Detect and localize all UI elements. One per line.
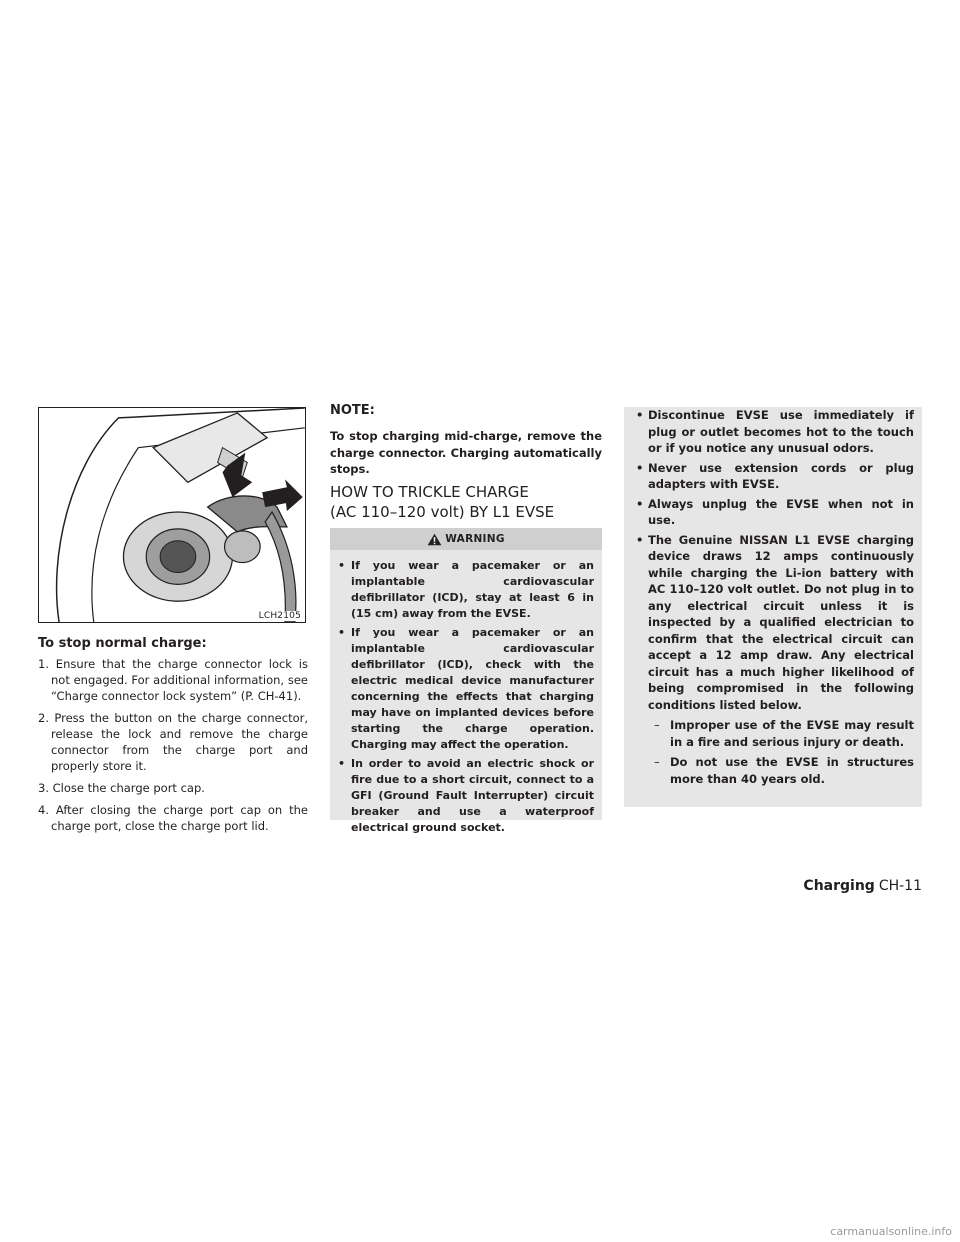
warning-item-text: In order to avoid an electric shock or fire due to a short circuit, connect to a GFI (Ground Fault Interrupter) circuit breaker and use a waterproof electrical ground socket.: [351, 757, 594, 834]
page-footer: [803, 878, 922, 894]
warning-sublist: [648, 717, 914, 787]
charge-port-drawing: [39, 408, 305, 622]
warning-item: • Never use extension cords or plug adapters with EVSE.: [636, 460, 914, 491]
step-item: 3. Close the charge port cap.: [38, 781, 205, 795]
stop-charge-heading: To stop normal charge:: [38, 636, 207, 651]
footer-section: Charging: [803, 878, 875, 894]
warning-item-text: The Genuine NISSAN L1 EVSE charging device draws 12 amps continuously while charging the Li-ion battery with AC 110–120 volt outlet. Do not plug in to any electrical circuit unless it is inspected by a qualified electrician to confirm that the electrical circuit can accept a 12 amp draw. Any electrical circuit has a much higher likelihood of being compromised in the following conditions listed below.: [648, 532, 914, 712]
warning-item: • Discontinue EVSE use immediately if plug or outlet becomes hot to the touch or if you notice any unusual odors.: [636, 408, 914, 455]
note-text: To stop charging mid-charge, remove the charge connector. Charging automatically stops.: [330, 429, 602, 476]
warning-subitem: – Do not use the EVSE in structures more than 40 years old.: [654, 755, 914, 786]
charge-port-illustration: [38, 407, 306, 623]
warning-item-text: If you wear a pacemaker or an implantable cardiovascular defibrillator (ICD), stay at least 6 in (15 cm) away from the EVSE.: [351, 559, 594, 620]
warning-list-continued: [624, 407, 922, 787]
warning-subitem-text: Do not use the EVSE in structures more than 40 years old.: [670, 755, 914, 786]
warning-header: [330, 528, 602, 550]
warning-subitem-text: Improper use of the EVSE may result in a fire and serious injury or death.: [670, 718, 914, 749]
warning-item-text: Always unplug the EVSE when not in use.: [648, 496, 914, 527]
warning-item: • If you wear a pacemaker or an implantable cardiovascular defibrillator (ICD), check with the electric medical device manufacturer concerning the effects that charging may have on implanted devices before starting the charge operation. Charging may affect the operation.: [338, 626, 594, 751]
note-heading: NOTE:: [330, 403, 375, 418]
section-title-line1: HOW TO TRICKLE CHARGE: [330, 483, 529, 501]
warning-item: • The Genuine NISSAN L1 EVSE charging device draws 12 amps continuously while charging the Li-ion battery with AC 110–120 volt outlet. Do not plug in to any electrical circuit unless it is inspected by a qualified electrician to confirm that the electrical circuit can accept a 12 amp draw. Any electrical circuit has a much higher likelihood of being compromised in the following conditions listed below. – Improper use of the EVSE may result in a fire and serious injury or death. – Do not use the EVSE in structures more than 40 years old.: [636, 532, 914, 786]
warning-label: WARNING: [445, 533, 505, 545]
section-title: [330, 482, 602, 522]
warning-box-continued: [624, 407, 922, 807]
warning-item-text: Never use extension cords or plug adapters with EVSE.: [648, 460, 914, 491]
page-number: CH-11: [878, 878, 922, 894]
stop-charge-steps: [38, 656, 308, 840]
figure-code: LCH2105: [258, 611, 301, 621]
warning-item-text: Discontinue EVSE use immediately if plug or outlet becomes hot to the touch or if you notice any unusual odors.: [648, 408, 914, 455]
warning-item-text: If you wear a pacemaker or an implantable cardiovascular defibrillator (ICD), check with the electric medical device manufacturer concerning the effects that charging may have on implanted devices before starting the charge operation. Charging may affect the operation.: [351, 626, 594, 751]
warning-box: [330, 528, 602, 834]
watermark: carmanualsonline.info: [830, 1225, 952, 1238]
section-title-line2: (AC 110–120 volt) BY L1 EVSE: [330, 503, 555, 521]
warning-subitem: – Improper use of the EVSE may result in a fire and serious injury or death.: [654, 718, 914, 749]
warning-item: • In order to avoid an electric shock or fire due to a short circuit, connect to a GFI (Ground Fault Interrupter) circuit breaker and use a waterproof electrical ground socket.: [338, 757, 594, 834]
warning-item: • Always unplug the EVSE when not in use.: [636, 496, 914, 527]
warning-list: [330, 550, 602, 836]
warning-item: • If you wear a pacemaker or an implantable cardiovascular defibrillator (ICD), stay at least 6 in (15 cm) away from the EVSE.: [338, 559, 594, 620]
step-item: 2. Press the button on the charge connector, release the lock and remove the charge connector from the charge port and properly store it.: [38, 711, 308, 773]
warning-icon: [427, 533, 442, 546]
step-item: 1. Ensure that the charge connector lock is not engaged. For additional information, see “Charge connector lock system” (P. CH-41).: [38, 657, 308, 703]
step-item: 4. After closing the charge port cap on the charge port, close the charge port lid.: [38, 803, 308, 833]
